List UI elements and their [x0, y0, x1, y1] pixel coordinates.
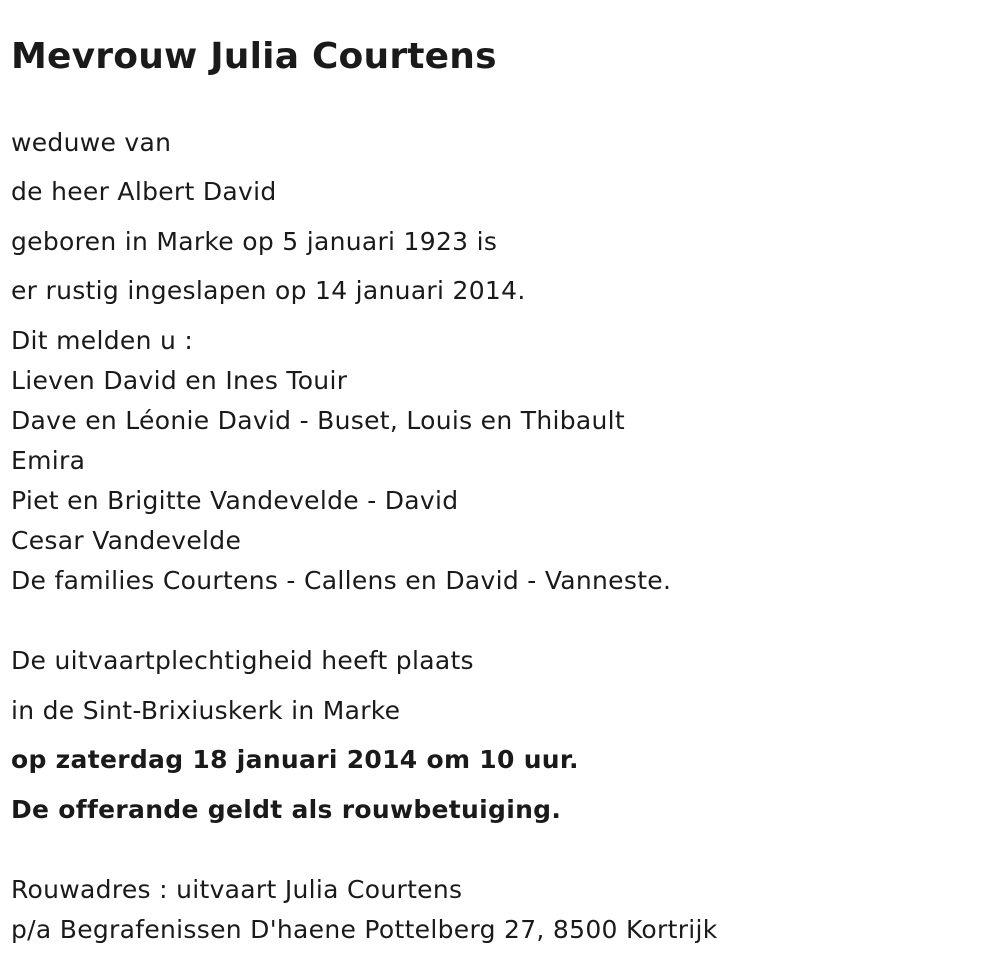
- offering-note: De offerande geldt als rouwbetuiging.: [11, 795, 562, 824]
- announcer-name: De families Courtens - Callens en David - Vanneste.: [11, 566, 672, 595]
- intro-death-line: er rustig ingeslapen op 14 januari 2014.: [11, 276, 526, 305]
- announcers-heading: Dit melden u :: [11, 326, 194, 355]
- mourning-address-line: Rouwadres : uitvaart Julia Courtens: [11, 875, 463, 904]
- ceremony-datetime: op zaterdag 18 januari 2014 om 10 uur.: [11, 745, 579, 774]
- intro-husband-line: de heer Albert David: [11, 177, 277, 206]
- announcer-name: Piet en Brigitte Vandevelde - David: [11, 486, 459, 515]
- intro-widow-line: weduwe van: [11, 128, 172, 157]
- announcer-name: Dave en Léonie David - Buset, Louis en Thibault: [11, 406, 626, 435]
- intro-birth-line: geboren in Marke op 5 januari 1923 is: [11, 227, 498, 256]
- ceremony-church-line: in de Sint-Brixiuskerk in Marke: [11, 696, 401, 725]
- page-title: Mevrouw Julia Courtens: [11, 36, 497, 77]
- ceremony-line: De uitvaartplechtigheid heeft plaats: [11, 646, 474, 675]
- announcer-name: Cesar Vandevelde: [11, 526, 242, 555]
- announcer-name: Lieven David en Ines Touir: [11, 366, 348, 395]
- announcer-name: Emira: [11, 446, 86, 475]
- mourning-address-street: p/a Begrafenissen D'haene Pottelberg 27, 8500 Kortrijk: [11, 915, 718, 944]
